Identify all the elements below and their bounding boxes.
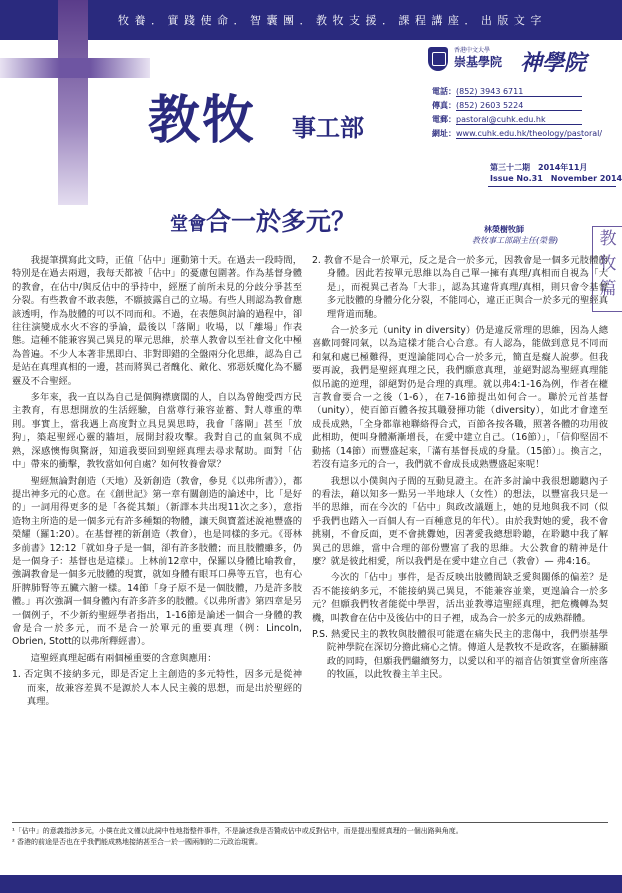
college-crest-icon [428,47,448,71]
bottom-banner [0,875,622,893]
paragraph: 這聖經真理起碼有兩個極重要的含意與應用： [30,652,217,664]
author-role: 教牧事工部副主任(榮譽) [472,236,559,245]
cross-graphic-horizontal [0,58,150,78]
paragraph: 我想以小僕與內子間的互動見證主。在許多討論中我很想聽聽內子的看法，藉以知多一點另一半地球人（女性）的想法，以豐富我只是一半的思維，而在今次的「佔中」與政改議題上，她的見地與我不同（似乎我們也踏入一百個人有一百種意見的年代）。由於我對她的愛，我不會挑剔，不會反面，更不會挑釁她，因著愛我總想聆聽，在聆聽中我了解異己的思維，當中合理的部份豐富了我的思維。大公教會的精神是什麼？就是彼此相愛，所以我們是在愛中建立自己（教會）— 弗4:16。 [312,475,608,567]
section-tab-char: 牧 [599,254,617,274]
contact-email[interactable]: 電郵：pastoral@cuhk.edu.hk [432,114,582,125]
section-tab-char: 篇 [599,279,617,299]
paragraph: 我提筆撰寫此文時，正值「佔中」運動第十天。在過去一段時間，特別是在過去兩週，我每天都被「佔中」的憂慮包圍著。作為基督身體的教會，在佔中/與反佔中的爭持中，經歷了前所未見的分歧分爭甚至分裂。有些教會不敢表態，不願披露自己的立場。有些人則認為教會應該透明，作為肢體的可以不同而和。不過，在表態與討論的過程中，卻往往演變成水火不容的爭論，最後以「落閘」收場，以「離場」作表態。這種不能兼容異己異見的單元思維，於華人教會以至社會文化中極為普遍。不少人本著非黑即白、非對即錯的全盤兩分化思維，認為自己是站在真理真相的一邊，甚而將異己者醜化、敵化、邪惡妖魔化為不屬靈及不合聖經。 [12,255,302,387]
paragraph: 多年來，我一直以為自己是個胸襟廣闊的人，自以為曾飽受西方民主教育，有思想開放的生活經驗，自當尊行兼容並蓄、對人尊重的準則。事實上，當我遇上高度對立具見異思時，我會「落閘」甚至「放狗」，築起聖經心靈的牆垣，展開封殺攻擊。我對自己的血氣與不成熟，深感懊悔與驚訝，知道我要回到聖經真理去尋求幫助。面對「佔中」帶來的衝擊，教牧當如何自處？如何牧養會眾？ [12,392,302,471]
footnote: ¹「佔中」的意義指涉多元，小僕在此文僅以此詞中性地指整件事件，不是論述我是否贊成佔中或反對佔中，而是提出聖經真理的一個出路與角度。 [12,827,463,835]
masthead-subtitle: 事工部 [292,113,364,142]
service-tagline: 牧 養 ． 實 踐 使 命 ． 智 囊 團 ． 教 牧 支 援 ． 課 程 講 座 ． 出 版 文 字 [118,14,543,27]
article-title [170,202,356,238]
section-tab-char: 教 [599,229,617,249]
numbered-point: 1. 否定與不接納多元，即是否定上主創造的多元特性，因多元是從神而來，故兼容差異不是源於人本人民主義的思想，而是出於聖經的真理。 [12,669,302,707]
numbered-point: 2. 教會不是合一於單元，反之是合一於多元，因教會是一個多元肢體的身體。因此若按單元思維以為自己單一擁有真理/真相而自視為「大是」，而視異己者為「大非」，認為其違背真理/真相，則只會令基督多元肢體的身體分化分裂，不能同心，違正正與合一於多元的聖經真理背道而馳。 [312,255,608,320]
contact-phone: 電話：(852) 3943 6711 [432,86,582,97]
university-name: 香港中文大學 [454,47,491,54]
contact-fax: 傳真：(852) 2603 5224 [432,100,582,111]
masthead-title: 教牧 [148,90,257,151]
footnote: ² 香港的前途是否也在乎我們能成熟地接納甚至合一於一國兩制的二元政治現實。 [12,838,263,846]
article-column-left [12,254,302,711]
article-column-right [312,254,608,685]
issue-divider [488,186,616,187]
article-title-prefix: 堂會 [170,214,206,235]
contact-website[interactable]: 網址：www.cuhk.edu.hk/theology/pastoral/ [432,129,603,138]
college-name: 崇基學院 [454,55,503,69]
postscript: P.S. 熱愛民主的教牧與肢體很可能還在痛失民主的悲傷中，我們崇基學院神學院在深切分擔此痛心之情。傳道人是教牧不是政客，在顯赫顯政的同時，但願我們繼續努力，以愛以和平的福音佔領實堂會所座落的牧區，以此牧養主羊主民。 [312,628,608,681]
divinity-school-logo: 神學院 [520,50,587,76]
issue-number-en: Issue No.31 November 2014 [490,174,622,183]
top-banner [0,0,622,40]
paragraph: 合一於多元（unity in diversity）仍是違反常理的思維，因為人總喜歡同聲同氣，以為這樣才能合心合意。有人認為，能做到意見不同而和氣和處已極難得，更遑論能同心合一於多元，簡直是癡人說夢。但我要再說，我們是聖經真理之民，我們願意真理，並絕對認為聖經真理能似吊詭的逆理，卻絕對仍是合理的真理。就以弗4:1-16為例，作者在權言教會要合一之後（1-6），在7-16節提出如何合一。聯於元首基督（unity），使百節百體各按其職發揮功能（diversity），如此才會達至成長成熟，「全身都靠祂聯絡得合式，百節各按各職，照著各體的功用彼此相助，便叫身體漸漸增長，在愛中建立自己。（16節）」，「信仰堅固不動搖（14節）而豐盛起來，「滿有基督長成的身量。（15節）」。換言之，若沒有這多元的合一，我們就不會成長成熟豐盛起來呢！ [312,325,608,471]
paragraph: 今次的「佔中」事件，是否反映出肢體間缺乏愛與關係的偏差？是否不能接納多元，不能接納異己異見，不能兼容並業，更遑論合一於多元？但願我們牧者能從中學習，活出並教導這聖經真理，把危機轉為契機，叫教會在佔中及後佔中的日子裡，成為合一於多元的成熟群體。 [312,572,608,624]
paragraph: 聖經無論對創造（天地）及新創造（教會，參見《以弗所書》），都提出神多元的心意。在《創世記》第一章有關創造的論述中，比「是好的」一詞用得更多的是「各從其類」（新譯本共出現11次之多），意指造物主所造的是一個多元有許多種類的物體，讓天與寶蓋述說祂豐盛的榮耀（羅1:20）。在基督裡的新創造（教會），也是同樣的多元。《哥林多前書》12:12「就如身子是一個，卻有許多肢體；而且肢體雖多，仍是一個身子：基督也是這樣」。上林前12章中，保羅以身體比喻教會，強調教會是一個多元肢體的現實，就如身體有眼耳口鼻等五官，也有心肝脾肺腎等五臟六腑一樣。14節「身子原不是一個肢體，乃是許多肢體。」再次強調一個身體內有許多許多的肢體。《以弗所書》第四章是另一個例子，不少新約聖經學者指出，1-16節是論述一個合一身體的教會是合一於多元，而不是合一於單元的重要真理（例：Lincoln, Obrien, Stott的以弗所釋經書）。 [12,475,302,648]
cross-graphic-vertical [58,0,88,205]
issue-number-zh: 第三十二期 2014年11月 [490,163,588,172]
author-name: 林榮樹牧師 [484,225,524,234]
footnotes [12,822,608,848]
article-title-main: 合一於多元？ [206,207,357,236]
